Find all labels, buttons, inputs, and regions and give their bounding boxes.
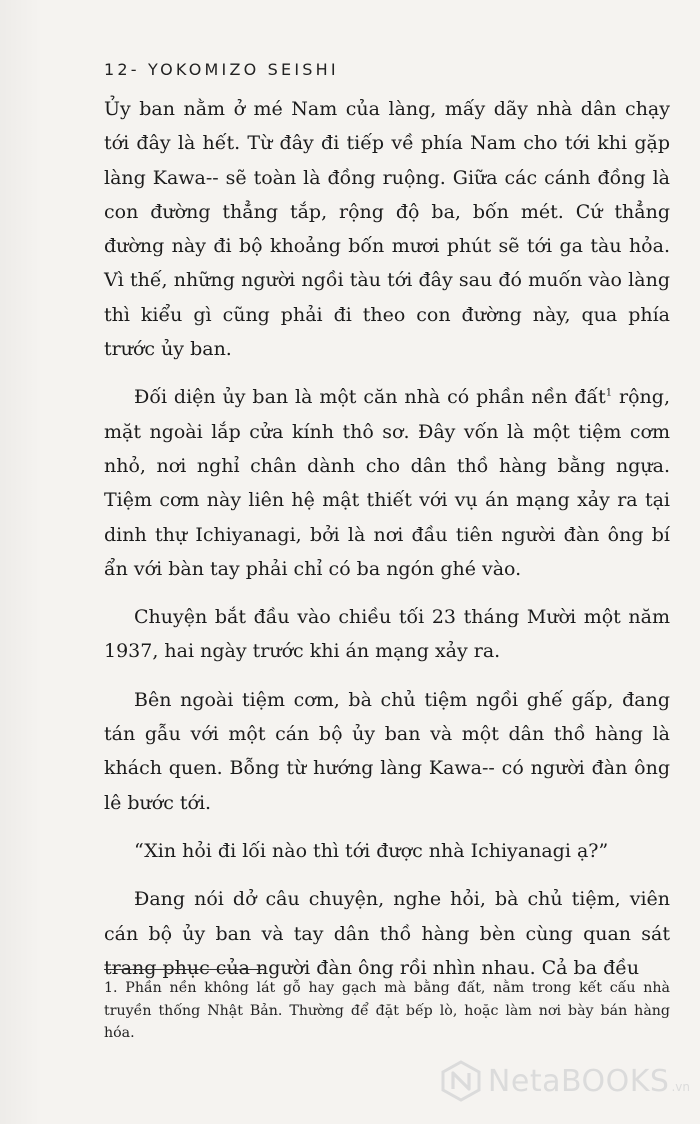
paragraph: Chuyện bắt đầu vào chiều tối 23 tháng Mười một năm 1937, hai ngày trước khi án mạng xảy ra. (104, 606, 670, 663)
body-text (104, 92, 670, 985)
footnote-marker: 1 (605, 388, 613, 400)
paragraph-text: Đối diện ủy ban là một căn nhà có phần nền đất (134, 386, 606, 409)
paragraph (104, 380, 670, 586)
paragraph: “Xin hỏi đi lối nào thì tới được nhà Ichiyanagi ạ?” (134, 839, 609, 862)
paragraph: Bên ngoài tiệm cơm, bà chủ tiệm ngồi ghế gấp, đang tán gẫu với một cán bộ ủy ban và một dân thồ hàng là khách quen. Bỗng từ hướng làng Kawa-- có người đàn ông lê bước tới. (104, 688, 670, 814)
footnote: 1. Phần nền không lát gỗ hay gạch mà bằng đất, nằm trong kết cấu nhà truyền thống Nhật Bản. Thường để đặt bếp lò, hoặc làm nơi bày bán hàng hóa. (104, 980, 670, 1041)
watermark (440, 1060, 690, 1102)
paragraph: Ủy ban nằm ở mé Nam của làng, mấy dãy nhà dân chạy tới đây là hết. Từ đây đi tiếp về phía Nam cho tới khi gặp làng Kawa-- sẽ toàn là đồng ruộng. Giữa các cánh đồng là con đường thẳng tắp, rộng độ ba, bốn mét. Cứ thẳng đường này đi bộ khoảng bốn mươi phút sẽ tới ga tàu hỏa. Vì thế, những người ngồi tàu tới đây sau đó muốn vào làng thì kiểu gì cũng phải đi theo con đường này, qua phía trước ủy ban. (104, 98, 670, 361)
watermark-brand: NetaBOOKS (487, 1063, 670, 1099)
footnote-divider (104, 969, 264, 970)
running-head: 12- YOKOMIZO SEISHI (104, 60, 339, 79)
paragraph: Đang nói dở câu chuyện, nghe hỏi, bà chủ tiệm, viên cán bộ ủy ban và tay dân thồ hàng bèn cùng quan sát trang phục của người đàn ông rồi nhìn nhau. Cả ba đều (104, 888, 670, 979)
watermark-suffix: .vn (671, 1080, 690, 1094)
netabooks-logo-icon (440, 1060, 482, 1102)
paragraph-text: rộng, mặt ngoài lắp cửa kính thô sơ. Đây vốn là một tiệm cơm nhỏ, nơi nghỉ chân dành cho dân thồ hàng bằng ngựa. Tiệm cơm này liên hệ mật thiết với vụ án mạng xảy ra tại dinh thự Ichiyanagi, bởi là nơi đầu tiên người đàn ông bí ẩn với bàn tay phải chỉ có ba ngón ghé vào. (104, 386, 670, 580)
